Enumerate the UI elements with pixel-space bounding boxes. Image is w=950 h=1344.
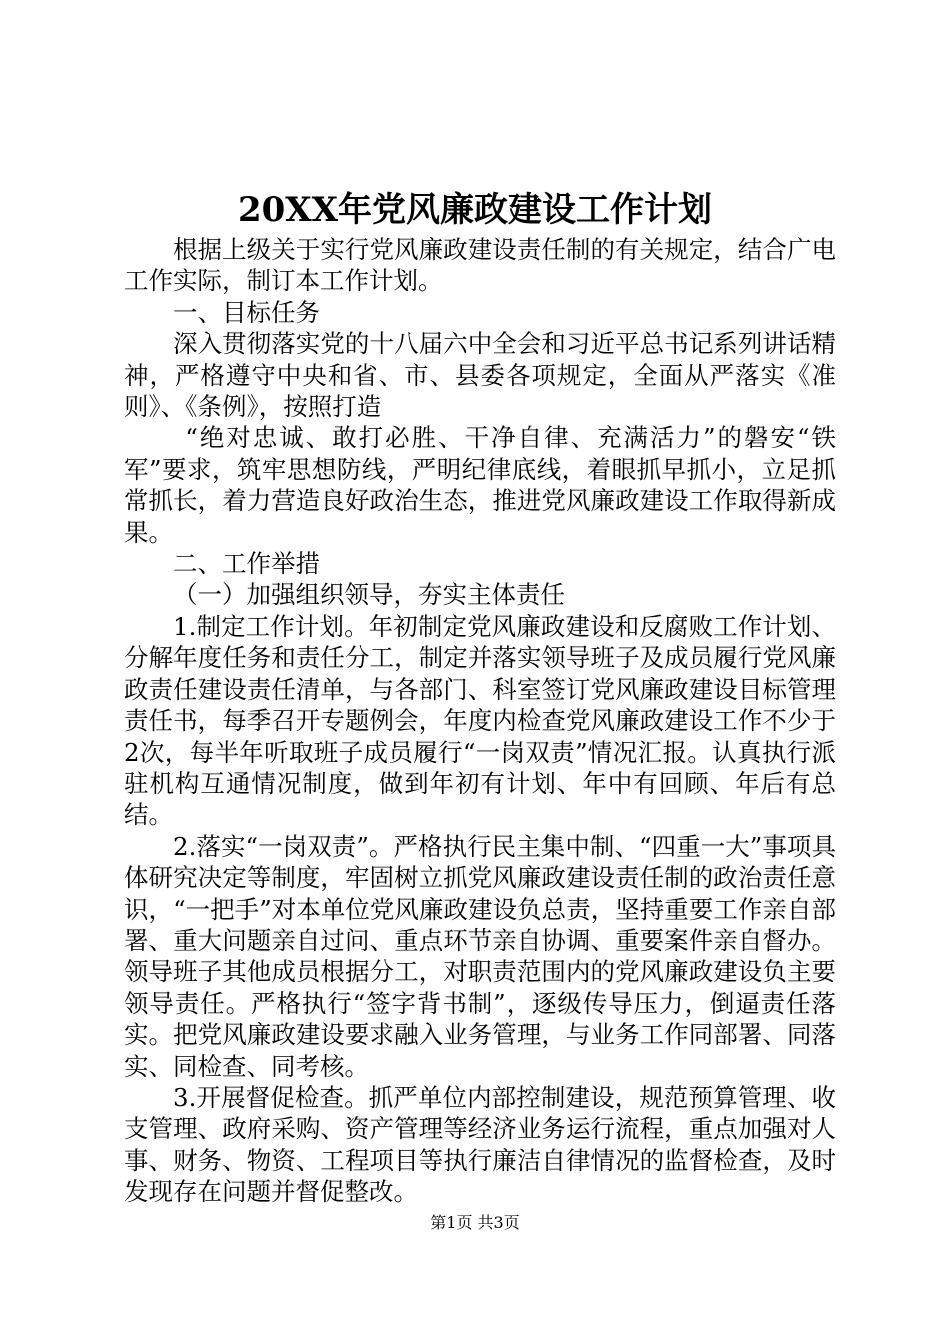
paragraph-item-3: 3.开展督促检查。抓严单位内部控制建设，规范预算管理、收支管理、政府采购、资产管理等经济业务运行流程，重点加强对人事、财务、物资、工程项目等执行廉洁自律情况的监督检查，及时发现存在问题并督促整改。 — [124, 1082, 836, 1207]
page-number-footer: 第1页 共3页 — [430, 1213, 520, 1232]
paragraph-item-1: 1.制定工作计划。年初制定党风廉政建设和反腐败工作计划、分解年度任务和责任分工，制定并落实领导班子及成员履行党风廉政责任建设责任清单，与各部门、科室签订党风廉政建设目标管理责任书，每季召开专题例会，年度内检查党风廉政建设工作不少于2次，每半年听取班子成员履行“一岗双责”情况汇报。认真执行派驻机构互通情况制度，做到年初有计划、年中有回顾、年后有总结。 — [124, 611, 836, 830]
paragraph-intro: 根据上级关于实行党风廉政建设责任制的有关规定，结合广电工作实际，制订本工作计划。 — [124, 235, 836, 296]
paragraph-goals-continued: “绝对忠诚、敢打必胜、干净自律、充满活力”的磐安“铁军”要求，筑牢思想防线，严明纪律底线，着眼抓早抓小，立足抓常抓长，着力营造良好政治生态，推进党风廉政建设工作取得新成果。 — [124, 423, 836, 547]
document-body — [124, 234, 836, 1208]
heading-section-2: 二、工作举措 — [173, 549, 320, 579]
heading-section-1: 一、目标任务 — [173, 297, 320, 327]
subheading-1: （一）加强组织领导，夯实主体责任 — [173, 580, 565, 610]
paragraph-item-2: 2.落实“一岗双责”。严格执行民主集中制、“四重一大”事项具体研究决定等制度，牢固树立抓党风廉政建设责任制的政治责任意识，“一把手”对本单位党风廉政建设负总责，坚持重要工作亲自部署、重大问题亲自过问、重点环节亲自协调、重要案件亲自督办。领导班子其他成员根据分工，对职责范围内的党风廉政建设负主要领导责任。严格执行“签字背书制”，逐级传导压力，倒逼责任落实。把党风廉政建设要求融入业务管理，与业务工作同部署、同落实、同检查、同考核。 — [124, 831, 836, 1081]
document-title: 20XX年党风廉政建设工作计划 — [237, 190, 713, 230]
paragraph-goals: 深入贯彻落实党的十八届六中全会和习近平总书记系列讲话精神，严格遵守中央和省、市、县委各项规定，全面从严落实《准则》、《条例》，按照打造 — [124, 329, 836, 422]
